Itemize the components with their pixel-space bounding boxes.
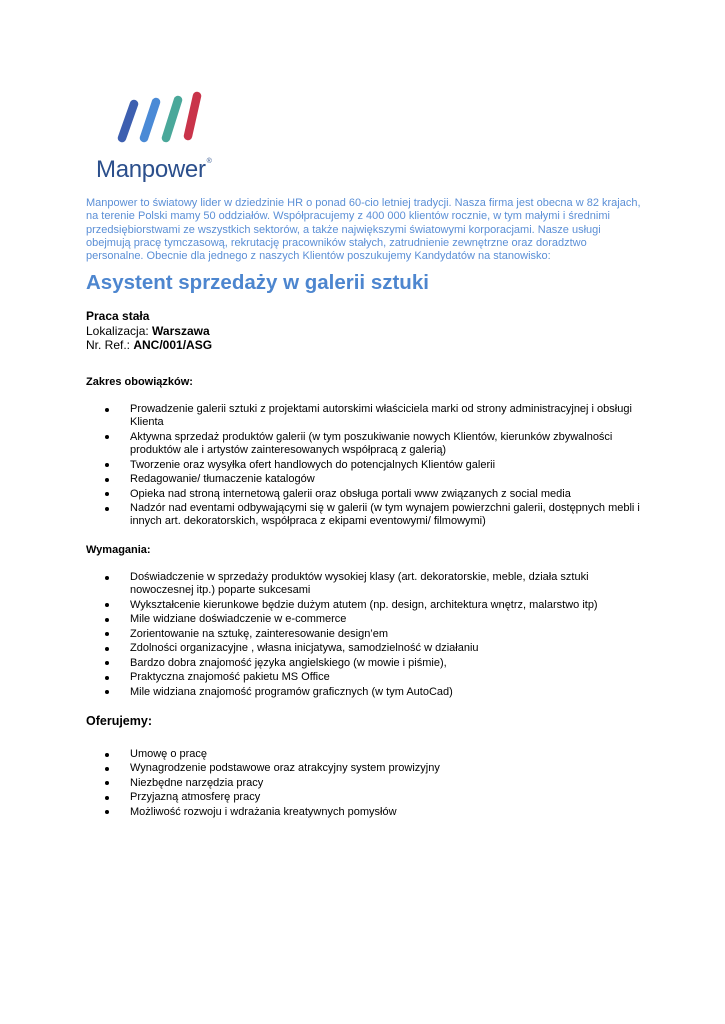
bullet-icon	[105, 753, 109, 757]
list-item: Wykształcenie kierunkowe będzie dużym atutem (np. design, architektura wnętrz, malarstwo itp)	[86, 599, 651, 612]
bullet-icon	[105, 576, 109, 580]
duties-list	[86, 403, 651, 530]
requirements-heading: Wymagania:	[86, 544, 151, 556]
bullet-icon	[105, 507, 109, 511]
list-item: Zdolności organizacyjne , własna inicjatywa, samodzielność w działaniu	[86, 642, 651, 655]
bullet-icon	[105, 463, 109, 467]
bullet-icon	[105, 603, 109, 607]
list-item: Bardzo dobra znajomość języka angielskiego (w mowie i piśmie),	[86, 657, 651, 670]
list-item: Doświadczenie w sprzedaży produktów wysokiej klasy (art. dekoratorskie, meble, działa sztuki nowoczesnej itp.) poparte sukcesami	[86, 571, 651, 598]
bullet-icon	[105, 647, 109, 651]
reference-line: Nr. Ref.: ANC/001/ASG	[86, 338, 213, 352]
employment-type: Praca stała	[86, 309, 150, 323]
bullet-icon	[105, 690, 109, 694]
job-title: Asystent sprzedaży w galerii sztuki	[86, 271, 429, 294]
manpower-logo-mark-icon	[104, 90, 204, 146]
bullet-icon	[105, 492, 109, 496]
bullet-icon	[105, 435, 109, 439]
bullet-icon	[105, 408, 109, 412]
list-item: Opieka nad stroną internetową galerii oraz obsługa portali www związanych z social media	[86, 488, 651, 501]
list-item: Przyjazną atmosferę pracy	[86, 791, 651, 804]
location-value: Warszawa	[152, 323, 210, 338]
bullet-icon	[105, 661, 109, 665]
requirements-list	[86, 571, 651, 700]
list-item: Tworzenie oraz wysyłka ofert handlowych do potencjalnych Klientów galerii	[86, 459, 651, 472]
offer-list	[86, 748, 651, 820]
bullet-icon	[105, 632, 109, 636]
bullet-icon	[105, 810, 109, 814]
list-item: Mile widziane doświadczenie w e-commerce	[86, 613, 651, 626]
location-line: Lokalizacja: Warszawa	[86, 323, 210, 338]
list-item: Zorientowanie na sztukę, zainteresowanie design’em	[86, 628, 651, 641]
list-item: Mile widziana znajomość programów graficznych (w tym AutoCad)	[86, 686, 651, 699]
bullet-icon	[105, 767, 109, 771]
reference-value: ANC/001/ASG	[133, 338, 213, 352]
list-item: Umowę o pracę	[86, 748, 651, 761]
bullet-icon	[105, 796, 109, 800]
list-item: Redagowanie/ tłumaczenie katalogów	[86, 473, 651, 486]
list-item: Praktyczna znajomość pakietu MS Office	[86, 671, 651, 684]
bullet-icon	[105, 478, 109, 482]
logo-wordmark: Manpower®	[96, 156, 212, 183]
offer-heading: Oferujemy:	[86, 714, 152, 728]
list-item: Nadzór nad eventami odbywającymi się w galerii (w tym wynajem powierzchni galerii, dostępnych mebli i innych art. dekoratorskich, współpraca z ekipami eventowymi/ filmowymi)	[86, 502, 651, 529]
bullet-icon	[105, 676, 109, 680]
list-item: Możliwość rozwoju i wdrażania kreatywnych pomysłów	[86, 806, 651, 819]
bullet-icon	[105, 781, 109, 785]
company-intro: Manpower to światowy lider w dziedzinie HR o ponad 60-cio letniej tradycji. Nasza firma jest obecna w 82 krajach, na terenie Polski mamy 50 oddziałów. Współpracujemy z 400 000 klientów rocznie, w tym małymi i średnimi przedsiębiorstwami ze wszystkich sektorów, a także największymi światowymi korporacjami. Nasze usługi obejmują pracę tymczasową, rekrutację pracowników stałych, zatrudnienie zewnętrzne oraz doradztwo personalne. Obecnie dla jednego z naszych Klientów poszukujemy Kandydatów na stanowisko:	[86, 197, 641, 263]
manpower-logo	[96, 90, 256, 185]
list-item: Wynagrodzenie podstawowe oraz atrakcyjny system prowizyjny	[86, 762, 651, 775]
list-item: Aktywna sprzedaż produktów galerii (w tym poszukiwanie nowych Klientów, kierunków zbywalności produktów ale i artystów zainteresowanych współpracą z galerią)	[86, 431, 651, 458]
job-meta	[86, 309, 212, 353]
duties-heading: Zakres obowiązków:	[86, 376, 193, 388]
list-item: Prowadzenie galerii sztuki z projektami autorskimi właściciela marki od strony administracyjnej i obsługi Klienta	[86, 403, 651, 430]
bullet-icon	[105, 618, 109, 622]
list-item: Niezbędne narzędzia pracy	[86, 777, 651, 790]
